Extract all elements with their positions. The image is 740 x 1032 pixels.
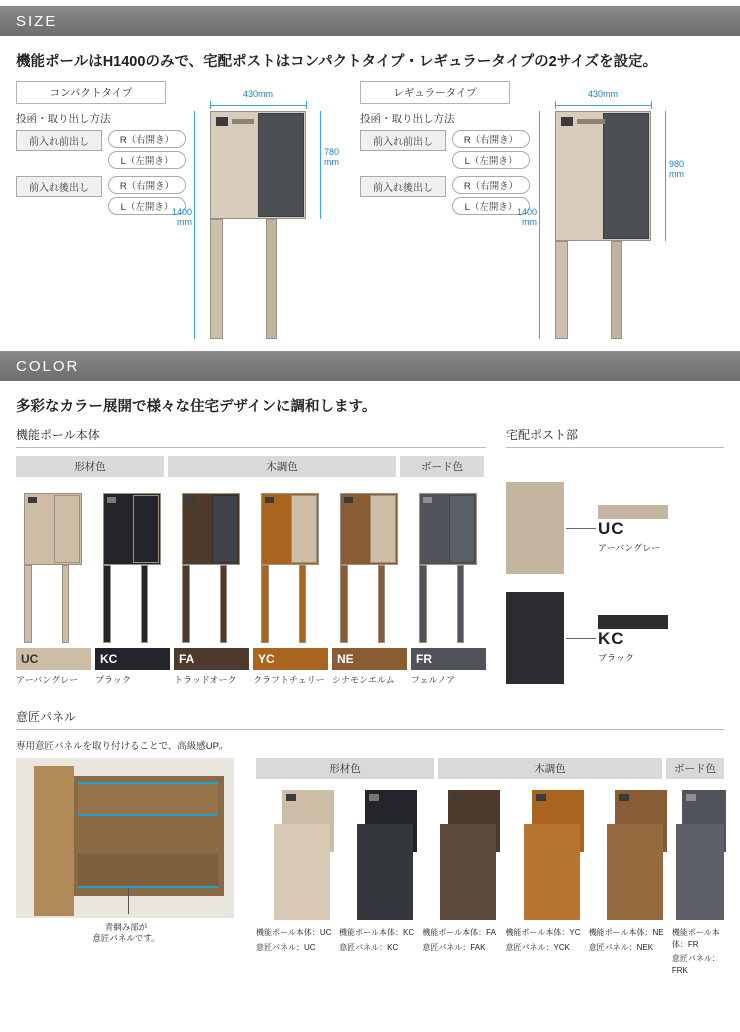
dimension-line: [320, 111, 321, 219]
post-3d-box: [506, 592, 564, 684]
swatch-name-label: シナモンエルム: [332, 675, 395, 685]
pole-left: [340, 565, 348, 643]
option-label: 前入れ前出し: [360, 130, 446, 151]
variant-thumb: [672, 784, 724, 924]
category-boardshoku: ボード色: [400, 456, 484, 477]
leader-line: [128, 888, 129, 914]
post-door: [291, 495, 317, 563]
design-panel-note: 専用意匠パネルを取り付けることで、高級感UP。: [16, 741, 229, 752]
color-option-2[interactable]: [174, 483, 249, 686]
panel-slat: [78, 782, 218, 816]
variant-body-label: 機能ポール本体：YC: [505, 928, 581, 937]
design-variant-kc[interactable]: [339, 784, 418, 976]
swatch-row: [16, 483, 486, 686]
variant-body-label: 機能ポール本体：NE: [588, 928, 664, 937]
leader-line: [566, 528, 596, 529]
size-section-body: [0, 81, 740, 351]
dimension-box-height: 980: [669, 159, 685, 169]
dimension-width-label: 430mm: [242, 89, 273, 99]
dimension-width-label: 430mm: [587, 89, 618, 99]
swatch-code-label: FA: [179, 652, 195, 666]
size-type-compact-subcap: 投函・取り出し方法: [16, 113, 111, 125]
size-type-compact: [16, 81, 186, 222]
design-variant-uc[interactable]: [256, 784, 335, 976]
variant-panel-label: 意匠パネル：UC: [256, 942, 316, 952]
design-panel-face: [357, 824, 413, 920]
variant-body-label: 機能ポール本体：KC: [339, 928, 415, 937]
post-door: [212, 495, 238, 563]
post-color-sample-uc[interactable]: [506, 482, 724, 574]
design-category-row: [256, 758, 724, 779]
pole-right: [62, 565, 69, 643]
swatch-code-label: NE: [337, 652, 354, 666]
size-type-regular: [360, 81, 530, 222]
swatch-code-label: KC: [100, 652, 118, 666]
swatch-name-label: アーバングレー: [16, 675, 79, 685]
swatch-code: [253, 648, 328, 670]
option-pill[interactable]: R（右開き）: [452, 130, 530, 148]
mail-slot: [286, 794, 296, 801]
design-panel-illustration-block: [16, 758, 236, 945]
pole-right: [378, 565, 385, 643]
size-type-regular-subcap: 投函・取り出し方法: [360, 113, 455, 125]
mail-slot: [216, 117, 228, 126]
pole-left: [210, 219, 223, 339]
product-thumb: [16, 483, 91, 648]
regular-type-illustration: [516, 89, 695, 349]
color-option-1[interactable]: [95, 483, 170, 686]
option-label: 前入れ後出し: [16, 176, 102, 197]
swatch-code: [95, 648, 170, 670]
post-swatch-chip: [598, 615, 668, 629]
design-panel-illustration: [16, 758, 234, 918]
pole-left: [261, 565, 269, 643]
dimension-tick: [306, 101, 307, 109]
pole-left: [182, 565, 190, 643]
design-variant-list: [256, 784, 724, 976]
post-door: [449, 495, 475, 563]
post-swatch-code: KC: [598, 629, 625, 648]
variant-body-label: 機能ポール本体：FR: [671, 928, 720, 949]
design-panel-title: 意匠パネル: [16, 708, 724, 730]
mail-slot: [561, 117, 573, 126]
design-panel-face: [274, 824, 330, 920]
dimension-line: [555, 105, 651, 106]
post-door: [54, 495, 80, 563]
dimension-total-height: 1400: [516, 207, 537, 217]
variant-panel-label: 意匠パネル：YCK: [505, 942, 570, 952]
variant-thumb: [339, 784, 418, 924]
size-lead-text: 機能ポールはH1400のみで、宅配ポストはコンパクトタイプ・レギュラータイプの2サイズを設定。: [16, 54, 658, 70]
swatch-code-label: FR: [416, 652, 432, 666]
design-panel-variants: [256, 758, 724, 976]
color-section-body: [0, 426, 740, 698]
leader-line: [566, 638, 596, 639]
compact-type-illustration: [171, 89, 350, 349]
size-type-compact-title: コンパクトタイプ: [16, 81, 166, 104]
product-thumb: [332, 483, 407, 648]
variant-panel-label: 意匠パネル：NEK: [588, 942, 654, 952]
option-pill[interactable]: L（左開き）: [452, 151, 530, 169]
caption-line-2: 意匠パネルです。: [92, 933, 160, 944]
pole-right: [611, 241, 622, 339]
mail-slot: [107, 497, 116, 503]
design-variant-fr[interactable]: [672, 784, 724, 976]
dimension-total-height: 1400: [171, 207, 192, 217]
swatch-code: [174, 648, 249, 670]
section-header-color-label: COLOR: [16, 357, 80, 375]
variant-body-label: 機能ポール本体：FA: [422, 928, 496, 937]
category-keizaishoku: 形材色: [16, 456, 164, 477]
product-thumb: [411, 483, 486, 648]
design-variant-ne[interactable]: [589, 784, 668, 976]
swatch-code: [411, 648, 486, 670]
section-header-size: [0, 6, 740, 36]
mail-slot: [344, 497, 353, 503]
swatch-code-label: UC: [21, 652, 39, 666]
pole-left: [419, 565, 427, 643]
variant-panel-label: 意匠パネル：KC: [339, 942, 399, 952]
variant-panel-label: 意匠パネル：FAK: [422, 942, 486, 952]
post-door: [370, 495, 396, 563]
swatch-name-label: トラッドオーク: [174, 675, 237, 685]
swatch-code: [16, 648, 91, 670]
dimension-box-height: 780: [324, 147, 340, 157]
option-row: [16, 130, 186, 172]
swatch-name-label: ブラック: [95, 675, 131, 685]
dimension-line: [539, 111, 540, 339]
dimension-total-height-unit: mm: [522, 217, 537, 227]
design-panel-caption: [16, 922, 236, 945]
pole-color-panel: [16, 426, 486, 686]
option-pill[interactable]: R（右開き）: [108, 176, 186, 194]
variant-panel-label: 意匠パネル：FRK: [671, 954, 720, 975]
swatch-code: [332, 648, 407, 670]
post-swatch-name: アーバングレー: [598, 543, 661, 553]
color-option-4[interactable]: [332, 483, 407, 686]
dimension-tick: [210, 101, 211, 109]
pole-color-panel-title: 機能ポール本体: [16, 426, 486, 448]
post-door: [258, 113, 304, 217]
option-label: 前入れ前出し: [16, 130, 102, 151]
mail-slot: [186, 497, 195, 503]
pole-right: [266, 219, 277, 339]
nameplate: [577, 119, 605, 124]
variant-thumb: [256, 784, 335, 924]
pole-right: [457, 565, 464, 643]
dimension-box-height-unit: mm: [669, 169, 684, 179]
dimension-total-height-unit: mm: [177, 217, 192, 227]
dimension-tick: [651, 101, 652, 109]
pole-right: [299, 565, 306, 643]
option-pill[interactable]: R（右開き）: [108, 130, 186, 148]
swatch-name-label: フェルノア: [411, 675, 456, 685]
variant-body-label: 機能ポール本体：UC: [256, 928, 332, 937]
product-thumb: [95, 483, 170, 648]
mail-slot: [28, 497, 37, 503]
dimension-tick: [555, 101, 556, 109]
option-pill[interactable]: L（左開き）: [452, 197, 530, 215]
pole-right: [141, 565, 148, 643]
pole-left: [24, 565, 32, 643]
design-category-boardshoku: ボード色: [666, 758, 724, 779]
post-swatch-chip: [598, 505, 668, 519]
color-option-0[interactable]: [16, 483, 91, 686]
wood-post-left: [34, 766, 74, 916]
post-swatch-code: UC: [598, 519, 625, 538]
option-pill[interactable]: R（右開き）: [452, 176, 530, 194]
size-type-regular-title: レギュラータイプ: [360, 81, 510, 104]
mail-slot: [423, 497, 432, 503]
mail-slot: [265, 497, 274, 503]
post-color-panel-title: 宅配ポスト部: [506, 426, 724, 448]
option-pill[interactable]: L（左開き）: [108, 151, 186, 169]
design-category-keizaishoku: 形材色: [256, 758, 434, 779]
variant-thumb: [506, 784, 585, 924]
color-lead-text: 多彩なカラー展開で様々な住宅デザインに調和します。: [16, 399, 377, 415]
pole-right: [220, 565, 227, 643]
design-panel-face: [607, 824, 663, 920]
color-option-3[interactable]: [253, 483, 328, 686]
mail-slot: [536, 794, 546, 801]
product-thumb: [253, 483, 328, 648]
post-color-panel: [506, 426, 724, 698]
swatch-name-label: クラフトチェリー: [253, 675, 325, 685]
product-thumb: [174, 483, 249, 648]
variant-thumb: [589, 784, 668, 924]
post-swatch-name: ブラック: [598, 653, 634, 663]
option-pill[interactable]: L（左開き）: [108, 197, 186, 215]
dimension-line: [210, 105, 306, 106]
mail-slot: [686, 794, 696, 801]
color-option-5[interactable]: [411, 483, 486, 686]
mail-slot: [452, 794, 462, 801]
panel-slat: [78, 818, 218, 852]
design-panel-section: [0, 708, 740, 976]
post-color-sample-kc[interactable]: [506, 592, 724, 684]
panel-slat: [78, 854, 218, 888]
post-door: [603, 113, 649, 239]
pole-left: [555, 241, 568, 339]
mail-slot: [619, 794, 629, 801]
caption-line-1: 青網み部が: [104, 922, 148, 932]
dimension-line: [194, 111, 195, 339]
design-variant-fa[interactable]: [422, 784, 501, 976]
swatch-code-label: YC: [258, 652, 275, 666]
design-category-mokuchoushoku: 木調色: [438, 758, 662, 779]
design-panel-face: [524, 824, 580, 920]
post-door: [133, 495, 159, 563]
option-row: [360, 130, 530, 172]
design-panel-face: [676, 824, 724, 920]
category-mokuchoushoku: 木調色: [168, 456, 396, 477]
section-header-color: [0, 351, 740, 381]
mail-slot: [369, 794, 379, 801]
post-3d-box: [506, 482, 564, 574]
design-panel-face: [440, 824, 496, 920]
nameplate: [232, 119, 254, 124]
dimension-line: [665, 111, 666, 241]
variant-thumb: [422, 784, 501, 924]
pole-left: [103, 565, 111, 643]
section-header-size-label: SIZE: [16, 12, 58, 30]
design-variant-yc[interactable]: [506, 784, 585, 976]
color-category-row: [16, 456, 486, 477]
option-label: 前入れ後出し: [360, 176, 446, 197]
dimension-box-height-unit: mm: [324, 157, 339, 167]
